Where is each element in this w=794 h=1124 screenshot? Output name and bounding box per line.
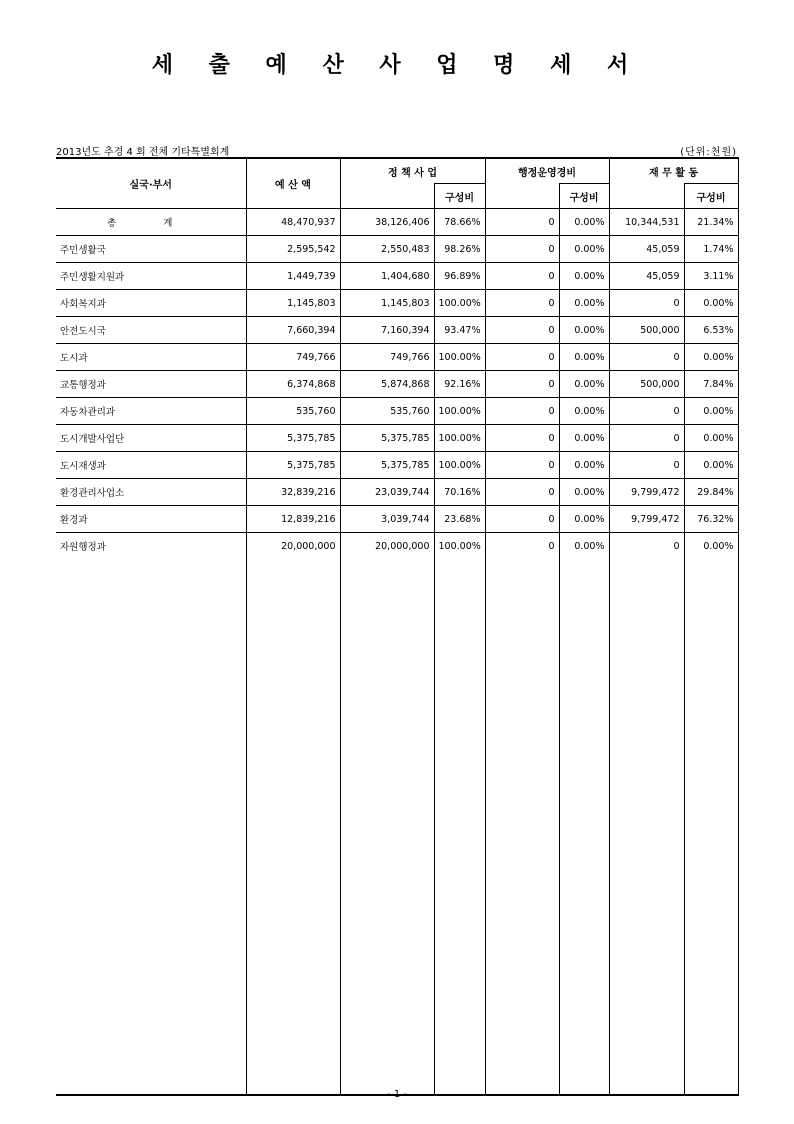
budget-table: [56, 157, 739, 1096]
row-name: 교통행정과: [56, 371, 246, 398]
header-admin: 행정운영경비: [485, 158, 609, 184]
page-number: - 1 -: [387, 1089, 407, 1100]
table-row-total: 총 계 48,470,937 38,126,406 78.66% 0 0.00% 10,344,531 21.34%: [56, 209, 738, 236]
table-row: 주민생활국 2,595,542 2,550,483 98.26% 0 0.00% 45,059 1.74%: [56, 236, 738, 263]
table-row: 주민생활지원과 1,449,739 1,404,680 96.89% 0 0.00% 45,059 3.11%: [56, 263, 738, 290]
header-finance: 재 무 활 동: [609, 158, 738, 184]
header-policy-ratio: 구성비: [434, 184, 485, 209]
row-name: 사회복지과: [56, 290, 246, 317]
header-dept: 실국·부서: [56, 158, 246, 209]
row-name: 주민생활국: [56, 236, 246, 263]
table-row: 도시개발사업단 5,375,785 5,375,785 100.00% 0 0.00% 0 0.00%: [56, 425, 738, 452]
document-title: 세 출 예 산 사 업 명 세 서: [151, 53, 643, 78]
table-row: 사회복지과 1,145,803 1,145,803 100.00% 0 0.00% 0 0.00%: [56, 290, 738, 317]
row-name: 도시과: [56, 344, 246, 371]
header-admin-ratio: 구성비: [559, 184, 609, 209]
unit-label: (단위:천원): [680, 147, 737, 158]
row-name: 환경관리사업소: [56, 479, 246, 506]
header-policy: 정 책 사 업: [340, 158, 485, 184]
table-row: 자원행정과 20,000,000 20,000,000 100.00% 0 0.00% 0 0.00%: [56, 533, 738, 560]
table-row: 안전도시국 7,660,394 7,160,394 93.47% 0 0.00% 500,000 6.53%: [56, 317, 738, 344]
header-budget: 예 산 액: [246, 158, 340, 209]
table-row: 교통행정과 6,374,868 5,874,868 92.16% 0 0.00% 500,000 7.84%: [56, 371, 738, 398]
table-row: 환경관리사업소 32,839,216 23,039,744 70.16% 0 0.00% 9,799,472 29.84%: [56, 479, 738, 506]
row-name: 주민생활지원과: [56, 263, 246, 290]
table-row: 자동차관리과 535,760 535,760 100.00% 0 0.00% 0 0.00%: [56, 398, 738, 425]
row-name: 자동차관리과: [56, 398, 246, 425]
header-finance-ratio: 구성비: [684, 184, 738, 209]
row-name: 총 계: [56, 209, 246, 236]
empty-filler-row: [56, 559, 738, 1095]
row-name: 도시재생과: [56, 452, 246, 479]
table-row: 도시재생과 5,375,785 5,375,785 100.00% 0 0.00% 0 0.00%: [56, 452, 738, 479]
table-row: 환경과 12,839,216 3,039,744 23.68% 0 0.00% 9,799,472 76.32%: [56, 506, 738, 533]
row-name: 도시개발사업단: [56, 425, 246, 452]
row-name: 안전도시국: [56, 317, 246, 344]
row-name: 환경과: [56, 506, 246, 533]
row-name: 자원행정과: [60, 542, 106, 553]
document-subtitle: 2013년도 추경 4 회 전체 기타특별회계: [56, 147, 230, 158]
header-row-top: [56, 158, 738, 184]
table-row: 도시과 749,766 749,766 100.00% 0 0.00% 0 0.00%: [56, 344, 738, 371]
